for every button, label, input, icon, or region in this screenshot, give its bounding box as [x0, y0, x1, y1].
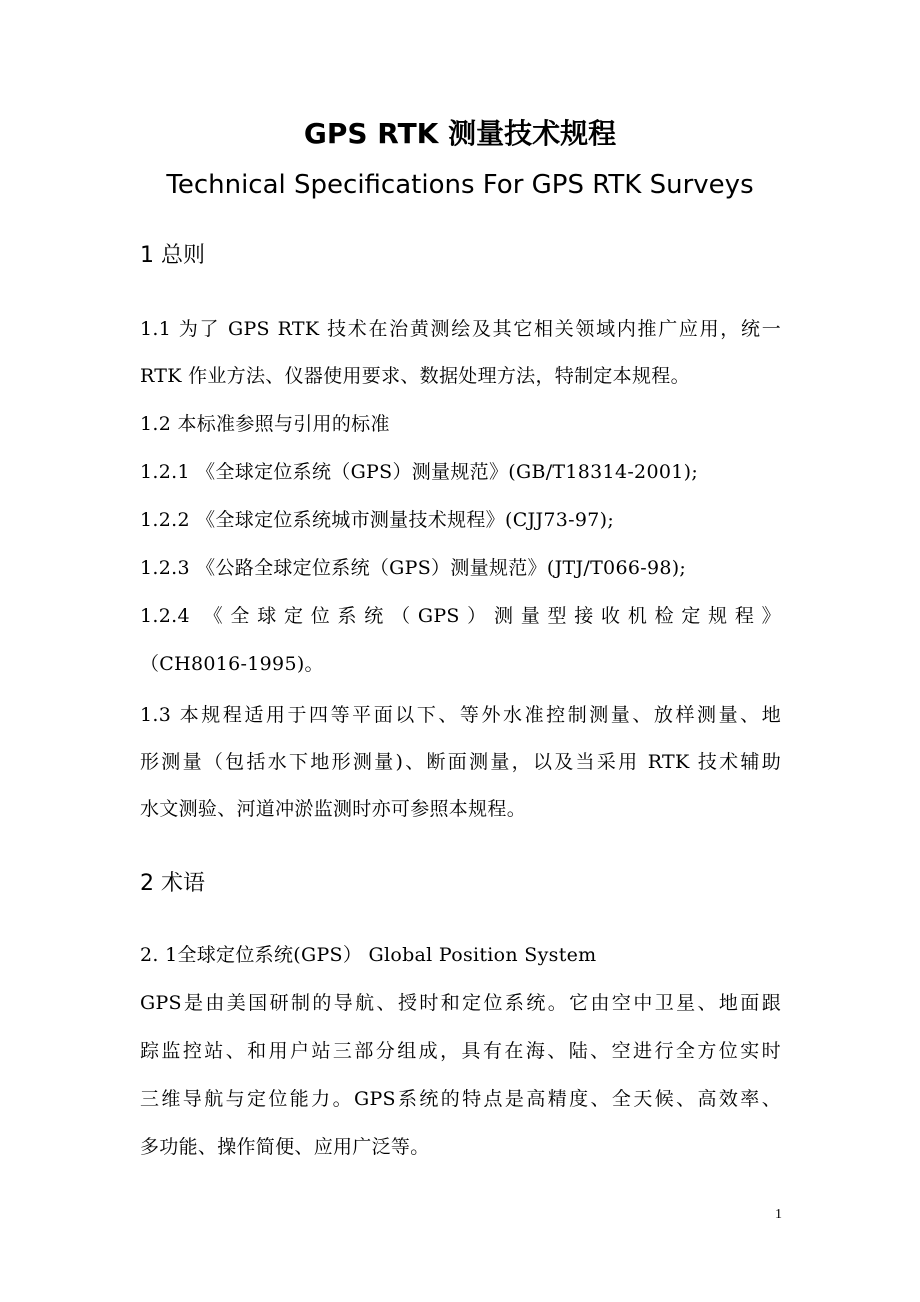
reference-1-2-3: 1.2.3 《公路全球定位系统（GPS）测量规范》(JTJ/T066-98);: [140, 557, 687, 579]
page-number: 1: [775, 1207, 782, 1222]
section-1-heading: 1 总则: [140, 243, 205, 268]
term-2-1: 2. 1全球定位系统(GPS） Global Position System: [140, 944, 597, 966]
paragraph-1-3-line-3: 水文测验、河道冲淤监测时亦可参照本规程。: [140, 798, 527, 820]
reference-1-2-1: 1.2.1 《全球定位系统（GPS）测量规范》(GB/T18314-2001);: [140, 461, 699, 483]
paragraph-1-1-line-1: 1.1 为了 GPS RTK 技术在治黄测绘及其它相关领域内推广应用，统一: [140, 318, 781, 340]
paragraph-1-1-line-2: RTK 作业方法、仪器使用要求、数据处理方法，特制定本规程。: [140, 365, 690, 387]
reference-1-2-4: 1.2.4 《全球定位系统（GPS）测量型接收机检定规程》: [140, 605, 781, 627]
paragraph-1-3-line-2: 形测量（包括水下地形测量)、断面测量，以及当采用 RTK 技术辅助: [140, 751, 781, 773]
gps-description-line-2: 踪监控站、和用户站三部分组成，具有在海、陆、空进行全方位实时: [140, 1040, 781, 1062]
gps-description-line-4: 多功能、操作简便、应用广泛等。: [140, 1136, 430, 1158]
paragraph-1-2: 1.2 本标准参照与引用的标准: [140, 413, 390, 435]
gps-description-line-3: 三维导航与定位能力。GPS系统的特点是高精度、全天候、高效率、: [140, 1088, 781, 1110]
section-2-heading: 2 术语: [140, 871, 205, 896]
paragraph-1-3-line-1: 1.3 本规程适用于四等平面以下、等外水准控制测量、放样测量、地: [140, 704, 781, 726]
document-subtitle: Technical Specifications For GPS RTK Surveys: [166, 170, 754, 200]
gps-description-line-1: GPS是由美国研制的导航、授时和定位系统。它由空中卫星、地面跟: [140, 992, 781, 1014]
reference-1-2-4-continued: （CH8016-1995)。: [140, 653, 324, 675]
reference-1-2-2: 1.2.2 《全球定位系统城市测量技术规程》(CJJ73-97);: [140, 509, 615, 531]
document-title: GPS RTK 测量技术规程: [303, 117, 617, 150]
